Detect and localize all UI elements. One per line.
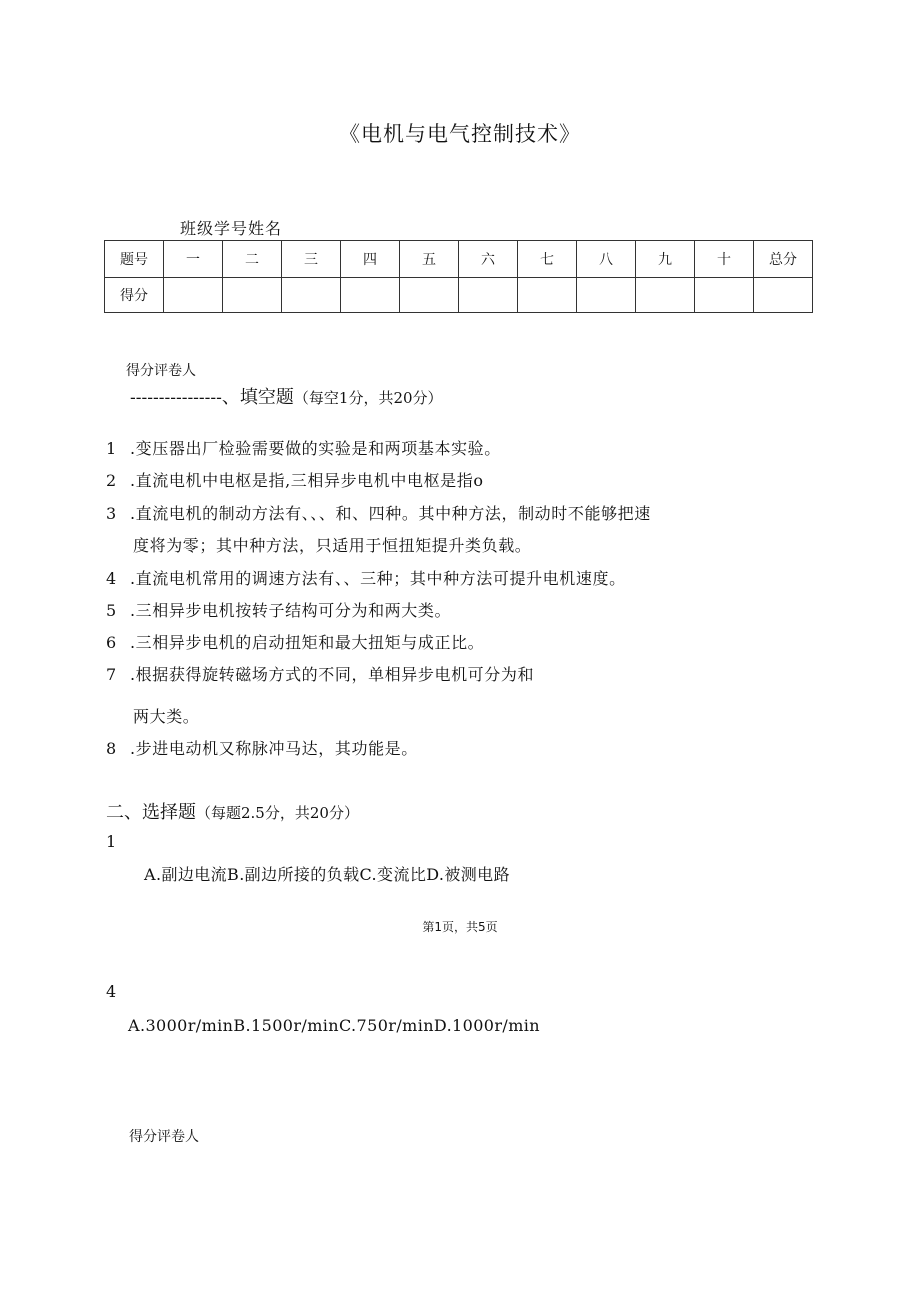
score-table-column-total: 总分: [754, 241, 813, 278]
question-7-continuation: [133, 704, 199, 727]
question-text: .三相异步电机按转子结构可分为和两大类。: [130, 601, 452, 620]
section1-heading: 、填空题: [221, 387, 294, 408]
question-number: 8: [106, 739, 117, 758]
question-text: .根据获得旋转磁场方式的不同，单相异步电机可分为和: [130, 665, 535, 684]
score-cell: [518, 278, 577, 313]
question-text: .直流电机的制动方法有、、、和、四种。其中种方法，制动时不能够把速: [130, 504, 651, 523]
question-8: [106, 736, 418, 759]
score-table-column-2: 二: [223, 241, 282, 278]
question-text: .步进电动机又称脉冲马达，其功能是。: [130, 739, 418, 758]
score-table-header-label: 题号: [105, 241, 164, 278]
score-cell: [636, 278, 695, 313]
page-number: 第1页，共5页: [422, 920, 498, 934]
score-cell: [577, 278, 636, 313]
question-text: .变压器出厂检验需要做的实验是和两项基本实验。: [130, 439, 501, 458]
question-6: [106, 630, 484, 653]
score-table-column-10: 十: [695, 241, 754, 278]
choice-question-4-number: 4: [106, 982, 117, 1001]
question-2: [106, 468, 484, 491]
section2-heading-line: [106, 798, 359, 824]
score-cell: [400, 278, 459, 313]
score-cell: [695, 278, 754, 313]
question-number: 2: [106, 471, 117, 490]
question-number: 4: [106, 569, 117, 588]
section2-meta: （每题2.5分，共20分）: [196, 804, 359, 822]
score-table-header-row: [105, 241, 813, 278]
choice-question-4-options: A.3000r/minB.1500r/minC.750r/minD.1000r/min: [128, 1016, 541, 1035]
choice-question-1-number: 1: [106, 832, 117, 851]
score-cell: [459, 278, 518, 313]
score-cell: [164, 278, 223, 313]
question-number: 3: [106, 504, 117, 523]
score-table-column-8: 八: [577, 241, 636, 278]
question-number: 5: [106, 601, 117, 620]
score-cell: [282, 278, 341, 313]
score-table: [104, 240, 813, 313]
question-text: 度将为零；其中种方法，只适用于恒扭矩提升类负载。: [133, 536, 532, 555]
score-table-score-row: [105, 278, 813, 313]
question-5: [106, 598, 451, 621]
question-number: 1: [106, 439, 117, 458]
section1-heading-line: [130, 383, 443, 409]
score-table-column-4: 四: [341, 241, 400, 278]
question-1: [106, 436, 501, 459]
score-table-column-3: 三: [282, 241, 341, 278]
question-3-continuation: [133, 533, 531, 556]
question-number: 6: [106, 633, 117, 652]
question-3: [106, 501, 651, 524]
score-cell-total: [754, 278, 813, 313]
question-4: [106, 566, 626, 589]
score-table-column-5: 五: [400, 241, 459, 278]
score-table-score-label: 得分: [105, 278, 164, 313]
question-text: .直流电机中电枢是指,三相异步电机中电枢是指o: [130, 471, 484, 490]
student-info-line: 班级学号姓名: [180, 219, 283, 238]
score-table-column-1: 一: [164, 241, 223, 278]
question-number: 7: [106, 665, 117, 684]
grader-label: 得分评卷人: [129, 1129, 199, 1145]
question-text: .直流电机常用的调速方法有、、三种；其中种方法可提升电机速度。: [130, 569, 626, 588]
question-text: .三相异步电机的启动扭矩和最大扭矩与成正比。: [130, 633, 485, 652]
choice-question-1-options: A.副边电流B.副边所接的负载C.变流比D.被测电路: [144, 865, 510, 884]
section1-meta: （每空1分，共20分）: [293, 389, 443, 407]
question-text: 两大类。: [133, 707, 200, 726]
score-cell: [223, 278, 282, 313]
score-table-column-9: 九: [636, 241, 695, 278]
score-cell: [341, 278, 400, 313]
question-7: [106, 662, 534, 685]
section2-heading: 二、选择题: [106, 802, 196, 823]
score-table-column-6: 六: [459, 241, 518, 278]
document-title: 《电机与电气控制技术》: [339, 122, 581, 146]
score-table-column-7: 七: [518, 241, 577, 278]
grader-label: 得分评卷人: [126, 363, 196, 379]
section1-dashes: ----------------: [130, 388, 222, 408]
